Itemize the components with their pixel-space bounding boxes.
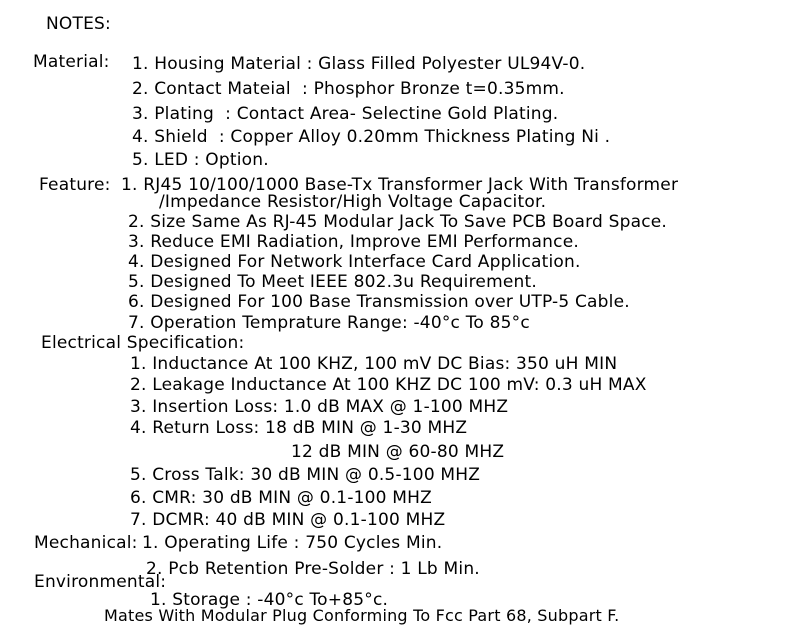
mechanical-item-1: 1. Operating Life : 750 Cycles Min. [142, 533, 443, 553]
electrical-item-6: 6. CMR: 30 dB MIN @ 0.1-100 MHZ [130, 488, 432, 508]
electrical-item-3: 3. Insertion Loss: 1.0 dB MAX @ 1-100 MHZ [130, 397, 509, 417]
electrical-item-5: 5. Cross Talk: 30 dB MIN @ 0.5-100 MHZ [130, 465, 481, 485]
feature-item-4: 4. Designed For Network Interface Card Application. [128, 252, 581, 272]
feature-item-1-cont: /Impedance Resistor/High Voltage Capacitor. [159, 192, 547, 212]
feature-item-1: 1. RJ45 10/100/1000 Base-Tx Transformer Jack With Transformer [121, 175, 679, 195]
feature-item-7: 7. Operation Temprature Range: -40°c To 85°c [128, 313, 530, 333]
feature-label: Feature: [39, 175, 111, 195]
electrical-item-7: 7. DCMR: 40 dB MIN @ 0.1-100 MHZ [130, 510, 446, 530]
mechanical-item-2: 2. Pcb Retention Pre-Solder : 1 Lb Min. [146, 559, 480, 579]
notes-title: NOTES: [46, 14, 111, 34]
feature-item-5: 5. Designed To Meet IEEE 802.3u Requirement. [128, 272, 537, 292]
electrical-item-4: 4. Return Loss: 18 dB MIN @ 1-30 MHZ [130, 418, 468, 438]
mechanical-label: Mechanical: [34, 533, 138, 553]
material-item-4: 4. Shield : Copper Alloy 0.20mm Thickness Plating Ni . [132, 127, 611, 147]
electrical-item-2: 2. Leakage Inductance At 100 KHZ DC 100 mV: 0.3 uH MAX [130, 375, 647, 395]
electrical-label: Electrical Specification: [41, 333, 245, 353]
material-item-5: 5. LED : Option. [132, 150, 269, 170]
material-item-2: 2. Contact Mateial : Phosphor Bronze t=0.35mm. [132, 79, 565, 99]
material-item-3: 3. Plating : Contact Area- Selectine Gold Plating. [132, 104, 559, 124]
environmental-item-1: 1. Storage : -40°c To+85°c. [150, 590, 389, 610]
environmental-label: Environmental: [34, 572, 167, 592]
electrical-item-4-cont: 12 dB MIN @ 60-80 MHZ [291, 442, 505, 462]
material-label: Material: [33, 52, 110, 72]
feature-item-2: 2. Size Same As RJ-45 Modular Jack To Save PCB Board Space. [128, 212, 668, 232]
footer-note: Mates With Modular Plug Conforming To Fcc Part 68, Subpart F. [104, 606, 620, 625]
feature-item-6: 6. Designed For 100 Base Transmission over UTP-5 Cable. [128, 292, 630, 312]
electrical-item-1: 1. Inductance At 100 KHZ, 100 mV DC Bias: 350 uH MIN [130, 354, 618, 374]
feature-item-3: 3. Reduce EMI Radiation, Improve EMI Performance. [128, 232, 579, 252]
material-item-1: 1. Housing Material : Glass Filled Polyester UL94V-0. [132, 54, 586, 74]
